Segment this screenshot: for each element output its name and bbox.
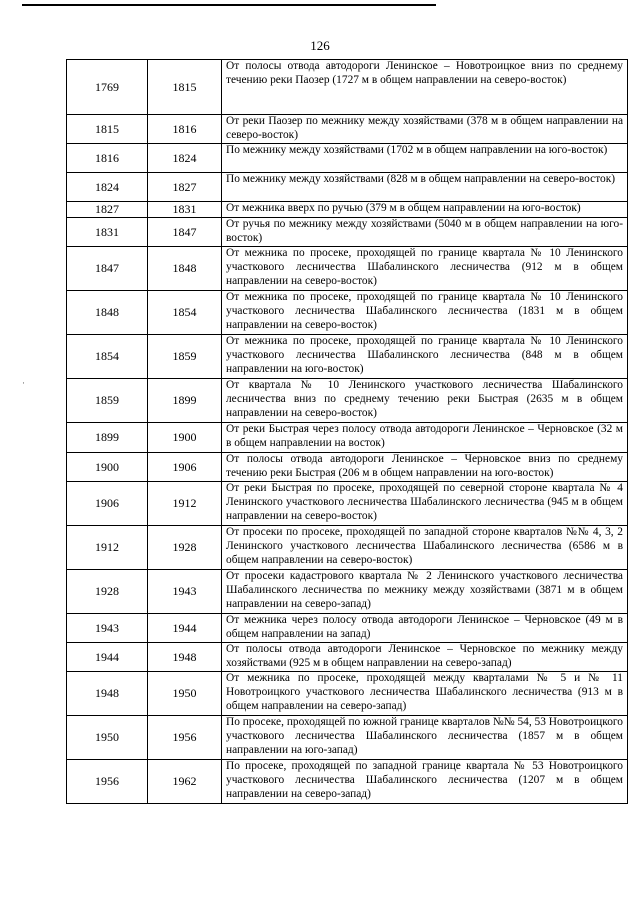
point-to: 1831 [148,202,222,218]
point-to: 1900 [148,423,222,453]
segment-description: От межника по просеке, проходящей между кварталами № 5 и № 11 Новотроицкого участкового лесничества Шабалинского лесничества (913 м в общем направлении на северо-запад) [222,672,628,716]
table-row [67,614,628,643]
point-to: 1906 [148,453,222,482]
table-row [67,60,628,115]
point-from: 1824 [67,173,148,202]
segment-description: От полосы отвода автодороги Ленинское – Черновское вниз по среднему течению реки Быстрая (206 м в общем направлении на юго-восток) [222,453,628,482]
table-row [67,672,628,716]
point-from: 1948 [67,672,148,716]
point-from: 1831 [67,218,148,247]
table-row [67,202,628,218]
segment-description: По просеке, проходящей по западной границе квартала № 53 Новотроицкого участкового лесничества Шабалинского лесничества (1207 м в общем направлении на северо-запад) [222,760,628,804]
table-row [67,291,628,335]
page-number: 126 [310,38,330,53]
point-from: 1956 [67,760,148,804]
point-to: 1824 [148,144,222,173]
table-row [67,760,628,804]
table-row [67,643,628,672]
table-row [67,482,628,526]
point-from: 1859 [67,379,148,423]
table-row [67,218,628,247]
segment-description: От просеки по просеке, проходящей по западной стороне кварталов №№ 4, 3, 2 Ленинского участкового лесничества Шабалинского лесничества (6586 м в общем направлении на северо-восток) [222,526,628,570]
table-row [67,173,628,202]
point-from: 1906 [67,482,148,526]
point-to: 1899 [148,379,222,423]
table-row [67,716,628,760]
segment-description: От межника вверх по ручью (379 м в общем направлении на юго-восток) [222,202,628,218]
point-from: 1912 [67,526,148,570]
segment-description: По просеке, проходящей по южной границе кварталов №№ 54, 53 Новотроицкого участкового лесничества Шабалинского лесничества (1857 м в общем направлении на юго-запад) [222,716,628,760]
point-from: 1950 [67,716,148,760]
top-rule [22,4,436,6]
point-from: 1816 [67,144,148,173]
table-row [67,115,628,144]
segment-description: По межнику между хозяйствами (828 м в общем направлении на северо-восток) [222,173,628,202]
point-to: 1854 [148,291,222,335]
point-to: 1912 [148,482,222,526]
table-row [67,144,628,173]
point-from: 1815 [67,115,148,144]
segment-description: От просеки кадастрового квартала № 2 Ленинского участкового лесничества Шабалинского лесничества по межнику между хозяйствами (3871 м в общем направлении на северо-запад) [222,570,628,614]
table-row [67,453,628,482]
point-to: 1816 [148,115,222,144]
point-to: 1943 [148,570,222,614]
table-row [67,335,628,379]
segment-description: От реки Паозер по межнику между хозяйствами (378 м в общем направлении на северо-восток) [222,115,628,144]
point-to: 1848 [148,247,222,291]
segment-description: От межника по просеке, проходящей по границе квартала № 10 Ленинского участкового лесничества Шабалинского лесничества (1831 м в общем направлении на северо-восток) [222,291,628,335]
table-row [67,526,628,570]
point-from: 1943 [67,614,148,643]
boundary-table [66,59,628,804]
point-to: 1827 [148,173,222,202]
point-to: 1956 [148,716,222,760]
segment-description: От межника через полосу отвода автодороги Ленинское – Черновское (49 м в общем направлении на запад) [222,614,628,643]
point-from: 1769 [67,60,148,115]
segment-description: От полосы отвода автодороги Ленинское – Новотроицкое вниз по среднему течению реки Паозер (1727 м в общем направлении на северо-восток) [222,60,628,115]
table-row [67,247,628,291]
point-from: 1847 [67,247,148,291]
point-from: 1928 [67,570,148,614]
table-row [67,379,628,423]
point-from: 1827 [67,202,148,218]
point-to: 1847 [148,218,222,247]
point-from: 1900 [67,453,148,482]
margin-mark: · [22,378,25,388]
segment-description: От межника по просеке, проходящей по границе квартала № 10 Ленинского участкового лесничества Шабалинского лесничества (912 м в общем направлении на северо-восток) [222,247,628,291]
segment-description: От полосы отвода автодороги Ленинское – Черновское по межнику между хозяйствами (925 м в общем направлении на северо-запад) [222,643,628,672]
point-from: 1944 [67,643,148,672]
point-to: 1815 [148,60,222,115]
point-to: 1962 [148,760,222,804]
point-to: 1944 [148,614,222,643]
table-row [67,423,628,453]
boundary-table-body [67,60,628,804]
point-to: 1928 [148,526,222,570]
segment-description: От ручья по межнику между хозяйствами (5040 м в общем направлении на юго-восток) [222,218,628,247]
segment-description: От реки Быстрая по просеке, проходящей по северной стороне квартала № 4 Ленинского участкового лесничества Шабалинского лесничества (945 м в общем направлении на северо-восток) [222,482,628,526]
segment-description: От межника по просеке, проходящей по границе квартала № 10 Ленинского участкового лесничества Шабалинского лесничества (848 м в общем направлении на юго-восток) [222,335,628,379]
point-to: 1948 [148,643,222,672]
segment-description: По межнику между хозяйствами (1702 м в общем направлении на юго-восток) [222,144,628,173]
table-row [67,570,628,614]
point-from: 1899 [67,423,148,453]
point-to: 1859 [148,335,222,379]
point-from: 1854 [67,335,148,379]
segment-description: От квартала № 10 Ленинского участкового лесничества Шабалинского лесничества вниз по среднему течению реки Быстрая (2635 м в общем направлении на северо-восток) [222,379,628,423]
point-to: 1950 [148,672,222,716]
point-from: 1848 [67,291,148,335]
segment-description: От реки Быстрая через полосу отвода автодороги Ленинское – Черновское (32 м в общем направлении на восток) [222,423,628,453]
